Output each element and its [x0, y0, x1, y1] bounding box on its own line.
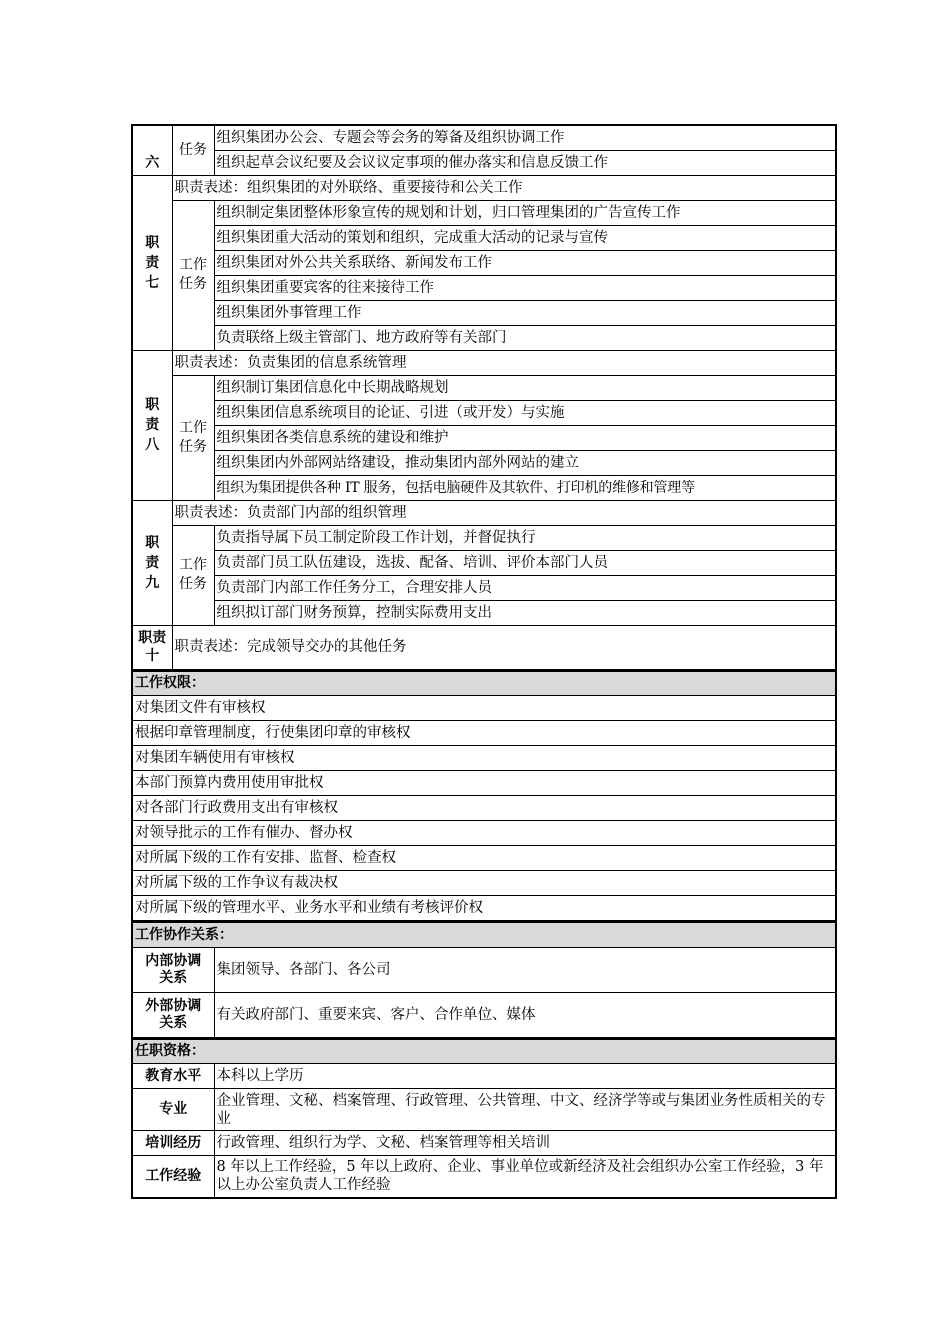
duty8-task: 组织集团内外部网站络建设，推动集团内部外网站的建立	[214, 450, 836, 475]
authority-item: 根据印章管理制度，行使集团印章的审核权	[132, 721, 836, 746]
duty7-row	[132, 175, 836, 200]
authority-title: 工作权限：	[132, 671, 836, 696]
duty9-task: 组织拟订部门财务预算，控制实际费用支出	[214, 600, 836, 625]
education-value: 本科以上学历	[214, 1064, 836, 1089]
major-value: 企业管理、文秘、档案管理、行政管理、公共管理、中文、经济学等或与集团业务性质相关的专业	[214, 1089, 836, 1131]
duty8-row	[132, 350, 836, 375]
duty8-task: 组织制订集团信息化中长期战略规划	[214, 375, 836, 400]
duty6-label: 六	[132, 125, 172, 175]
duty7-row	[132, 200, 836, 225]
internal-coordination-label: 内部协调关系	[132, 947, 214, 992]
duty9-task-label: 工作 任务	[172, 525, 214, 625]
duty8-task: 组织集团各类信息系统的建设和维护	[214, 425, 836, 450]
duty9-task: 负责部门员工队伍建设，选拔、配备、培训、评价本部门人员	[214, 550, 836, 575]
authority-item: 对所属下级的工作争议有裁决权	[132, 871, 836, 896]
duty7-task: 组织集团外事管理工作	[214, 300, 836, 325]
duty6-task-label: 任务	[172, 125, 214, 175]
duty6-row	[132, 150, 836, 175]
duties-table	[131, 124, 837, 670]
duty6-row	[132, 125, 836, 150]
duty9-statement: 职责表述：负责部门内部的组织管理	[172, 500, 836, 525]
duty7-task: 组织制定集团整体形象宣传的规划和计划，归口管理集团的广告宣传工作	[214, 200, 836, 225]
authority-item: 对各部门行政费用支出有审核权	[132, 796, 836, 821]
experience-value: 8 年以上工作经验，5 年以上政府、企业、事业单位或新经济及社会组织办公室工作经验，3 年以上办公室负责人工作经验	[214, 1156, 836, 1198]
authority-table	[131, 670, 837, 922]
cooperation-title: 工作协作关系：	[132, 922, 836, 947]
duty7-task: 组织集团重要宾客的往来接待工作	[214, 275, 836, 300]
education-label: 教育水平	[132, 1064, 214, 1089]
duty9-label: 职 责 九	[132, 500, 172, 625]
authority-item: 本部门预算内费用使用审批权	[132, 771, 836, 796]
job-description-sheet	[131, 124, 835, 1199]
authority-item: 对所属下级的工作有安排、监督、检查权	[132, 846, 836, 871]
qualification-title: 任职资格：	[132, 1039, 836, 1064]
duty10-statement: 职责表述：完成领导交办的其他任务	[172, 625, 836, 669]
duty9-task: 负责部门内部工作任务分工，合理安排人员	[214, 575, 836, 600]
duty10-row	[132, 625, 836, 669]
duty6-task: 组织集团办公会、专题会等会务的筹备及组织协调工作	[214, 125, 836, 150]
duty8-label: 职 责 八	[132, 350, 172, 500]
authority-item: 对集团车辆使用有审核权	[132, 746, 836, 771]
major-label: 专业	[132, 1089, 214, 1131]
duty9-row	[132, 500, 836, 525]
authority-item: 对领导批示的工作有催办、督办权	[132, 821, 836, 846]
duty10-label: 职责 十	[132, 625, 172, 669]
duty7-statement: 职责表述：组织集团的对外联络、重要接待和公关工作	[172, 175, 836, 200]
duty8-statement: 职责表述：负责集团的信息系统管理	[172, 350, 836, 375]
duty6-task: 组织起草会议纪要及会议议定事项的催办落实和信息反馈工作	[214, 150, 836, 175]
internal-coordination-value: 集团领导、各部门、各公司	[214, 947, 836, 992]
authority-item: 对集团文件有审核权	[132, 696, 836, 721]
training-label: 培训经历	[132, 1131, 214, 1156]
duty7-task-label: 工作 任务	[172, 200, 214, 350]
duty8-task-label: 工作 任务	[172, 375, 214, 500]
duty8-task: 组织为集团提供各种 IT 服务，包括电脑硬件及其软件、打印机的维修和管理等	[214, 475, 836, 500]
duty7-task: 组织集团对外公共关系联络、新闻发布工作	[214, 250, 836, 275]
qualification-table	[131, 1038, 837, 1199]
duty7-task: 负责联络上级主管部门、地方政府等有关部门	[214, 325, 836, 350]
authority-item: 对所属下级的管理水平、业务水平和业绩有考核评价权	[132, 896, 836, 921]
external-coordination-label: 外部协调关系	[132, 992, 214, 1037]
duty7-label: 职 责 七	[132, 175, 172, 350]
external-coordination-value: 有关政府部门、重要来宾、客户、合作单位、媒体	[214, 992, 836, 1037]
training-value: 行政管理、组织行为学、文秘、档案管理等相关培训	[214, 1131, 836, 1156]
duty7-task: 组织集团重大活动的策划和组织，完成重大活动的记录与宣传	[214, 225, 836, 250]
duty9-task: 负责指导属下员工制定阶段工作计划，并督促执行	[214, 525, 836, 550]
experience-label: 工作经验	[132, 1156, 214, 1198]
cooperation-table	[131, 921, 837, 1038]
duty8-task: 组织集团信息系统项目的论证、引进（或开发）与实施	[214, 400, 836, 425]
